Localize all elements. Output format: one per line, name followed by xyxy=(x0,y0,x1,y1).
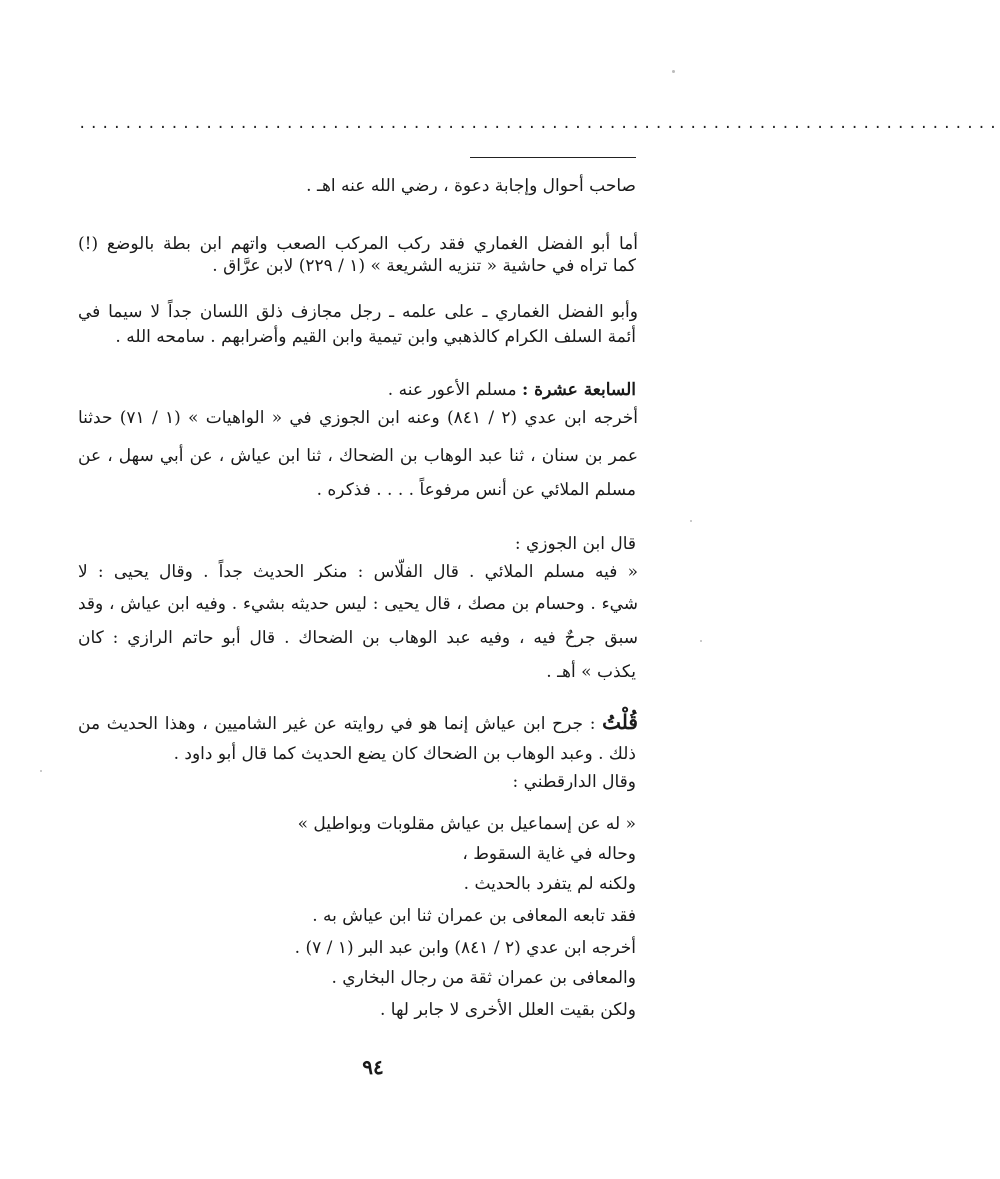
text-line: « له عن إسماعيل بن عياش مقلوبات وبواطيل » xyxy=(297,814,636,834)
text-line: وأبو الفضل الغماري ـ على علمه ـ رجل مجازف ذلق اللسان جداً لا سيما في xyxy=(78,302,638,322)
text-line: وقال الدارقطني : xyxy=(512,772,636,792)
dotted-separator: ................................................................................ xyxy=(78,116,1000,132)
text-line: أخرجه ابن عدي (٢ / ٨٤١) وعنه ابن الجوزي في « الواهيات » (١ / ٧١) حدثنا xyxy=(78,408,638,428)
text-line: سبق جرحٌ فيه ، وفيه عبد الوهاب بن الضحاك . قال أبو حاتم الرازي : كان xyxy=(78,628,638,648)
text-line: صاحب أحوال وإجابة دعوة ، رضي الله عنه اهـ . xyxy=(306,176,636,196)
qultu-heading: قُلْتُ xyxy=(602,710,638,734)
scan-speck xyxy=(700,640,702,642)
text-line: عمر بن سنان ، ثنا عبد الوهاب بن الضحاك ، ثنا ابن عياش ، عن أبي سهل ، عن xyxy=(78,446,638,466)
section-heading-line xyxy=(388,378,636,402)
section-heading: السابعة عشرة : xyxy=(521,380,636,400)
text-span: : جرح ابن عياش إنما هو في روايته عن غير الشاميين ، وهذا الحديث من xyxy=(78,714,596,734)
text-line: فقد تابعه المعافى بن عمران ثنا ابن عياش به . xyxy=(312,906,636,926)
scan-speck xyxy=(40,770,42,772)
page-number: ٩٤ xyxy=(362,1055,384,1079)
text-line-with-heading xyxy=(78,710,638,736)
text-line: قال ابن الجوزي : xyxy=(514,534,636,554)
text-line: وحاله في غاية السقوط ، xyxy=(462,844,636,864)
text-line: والمعافى بن عمران ثقة من رجال البخاري . xyxy=(331,968,636,988)
text-line: كما تراه في حاشية « تنزيه الشريعة » (١ / ٢٢٩) لابن عرَّاق . xyxy=(212,256,636,276)
text-line: شيء . وحسام بن مصك ، قال يحيى : ليس حديثه بشيء . وفيه ابن عياش ، وقد xyxy=(78,594,638,614)
text-line: أما أبو الفضل الغماري فقد ركب المركب الصعب واتهم ابن بطة بالوضع (!) xyxy=(78,234,638,254)
text-line: مسلم الملائي عن أنس مرفوعاً . . . . فذكره . xyxy=(316,480,636,500)
text-line: أئمة السلف الكرام كالذهبي وابن تيمية وابن القيم وأضرابهم . سامحه الله . xyxy=(115,327,636,347)
text-line: أخرجه ابن عدي (٢ / ٨٤١) وابن عبد البر (١ / ٧) . xyxy=(294,938,636,958)
section-heading-rest: مسلم الأعور عنه . xyxy=(387,380,517,400)
text-line: ولكن بقيت العلل الأخرى لا جابر لها . xyxy=(379,1000,636,1020)
text-line: « فيه مسلم الملائي . قال الفلّاس : منكر الحديث جداً . وقال يحيى : لا xyxy=(78,562,638,582)
footnote-rule xyxy=(470,157,636,158)
scan-speck xyxy=(672,70,675,73)
text-line: يكذب » أهـ . xyxy=(546,662,636,682)
scan-speck xyxy=(690,520,692,522)
text-line: ذلك . وعبد الوهاب بن الضحاك كان يضع الحديث كما قال أبو داود . xyxy=(173,744,636,764)
text-line: ولكنه لم يتفرد بالحديث . xyxy=(463,874,636,894)
